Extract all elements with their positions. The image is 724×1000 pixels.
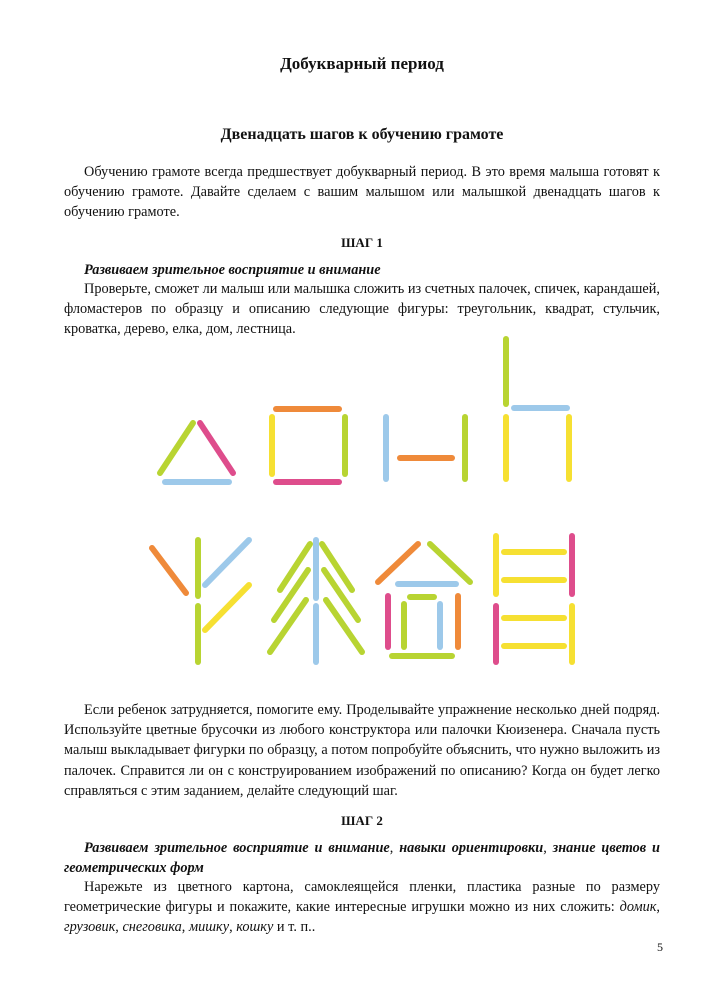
step-2-text-start: Нарежьте из цветного картона, самоклеящейся пленки, пластика разные по размеру геометрические фигуры и покажите, какие интересные игрушки можно из них сложить: (64, 879, 660, 916)
step-2-heading-part: Развиваем зрительное восприятие и внимание (84, 840, 390, 856)
stick (270, 600, 306, 652)
stick (160, 423, 193, 473)
stick (205, 585, 249, 630)
section-title: Двенадцать шагов к обучению грамоте (220, 126, 504, 143)
stick (326, 600, 362, 652)
separator: , (229, 919, 237, 936)
intro-paragraph: Обучению грамоте всегда предшествует добукварный период. В это время малыша готовят к обучению грамоте. Давайте сделаем с вашим малышом или малышкой двенадцать шагов к обучению грамоте. (64, 164, 660, 221)
figure-bed (506, 339, 569, 479)
toy-word: мишку (188, 919, 230, 936)
toy-word: кошку (236, 919, 274, 936)
separator: , (656, 899, 660, 916)
stick (280, 544, 310, 590)
stick (205, 540, 249, 585)
figure-triangle (160, 423, 233, 482)
stick (378, 544, 418, 582)
separator: , (115, 919, 123, 936)
figure-square (272, 409, 345, 482)
step-2-heading (64, 838, 660, 878)
separator: , (543, 840, 553, 856)
separator: , (181, 919, 189, 936)
stick (152, 548, 186, 593)
page-title: Добукварный период (280, 54, 444, 73)
stick (200, 423, 233, 473)
toy-word: домик (619, 899, 657, 916)
stick (322, 544, 352, 590)
toy-word: грузовик (64, 919, 116, 936)
toy-word: снеговика (122, 919, 182, 936)
step-2-label: ШАГ 2 (341, 813, 383, 828)
step-2-heading-part: знание цветов и геометрических форм (64, 840, 661, 876)
figure-ladder (496, 536, 572, 662)
step-2-heading-part: навыки ориентировки (399, 840, 544, 856)
step-1-after-text: Если ребенок затрудняется, помогите ему. Проделывайте упражнение несколько дней подряд. Используйте цветные брусочки из любого конструктора или палочки Кюизенера. Сначала пусть малыш выкладывает фигурки по образцу, а потом попробуйте объяснить, что нужно выложить из палочек. Справится ли он с конструированием изображений по описанию? Когда он будет легко справляться с этим заданием, делайте следующий шаг. (64, 702, 660, 799)
figure-chair (386, 417, 465, 479)
step-2-text (64, 877, 660, 938)
step-1-heading: Развиваем зрительное восприятие и внимание (84, 262, 381, 278)
separator: , (389, 840, 400, 856)
figure-fir-tree (270, 540, 362, 662)
figure-tree (152, 540, 249, 662)
stick (430, 544, 470, 582)
step-1-text: Проверьте, сможет ли малыш или малышка сложить из счетных палочек, спичек, карандашей, фломастеров по образцу и описанию следующие фигуры: треугольник, квадрат, стульчик, кроватка, дерево, елка, дом, лестница. (64, 281, 660, 338)
step-2-text-end: и т. п.. (273, 919, 316, 936)
step-1-label: ШАГ 1 (341, 235, 383, 250)
figure-house (378, 544, 470, 656)
page-number: 5 (657, 940, 663, 954)
